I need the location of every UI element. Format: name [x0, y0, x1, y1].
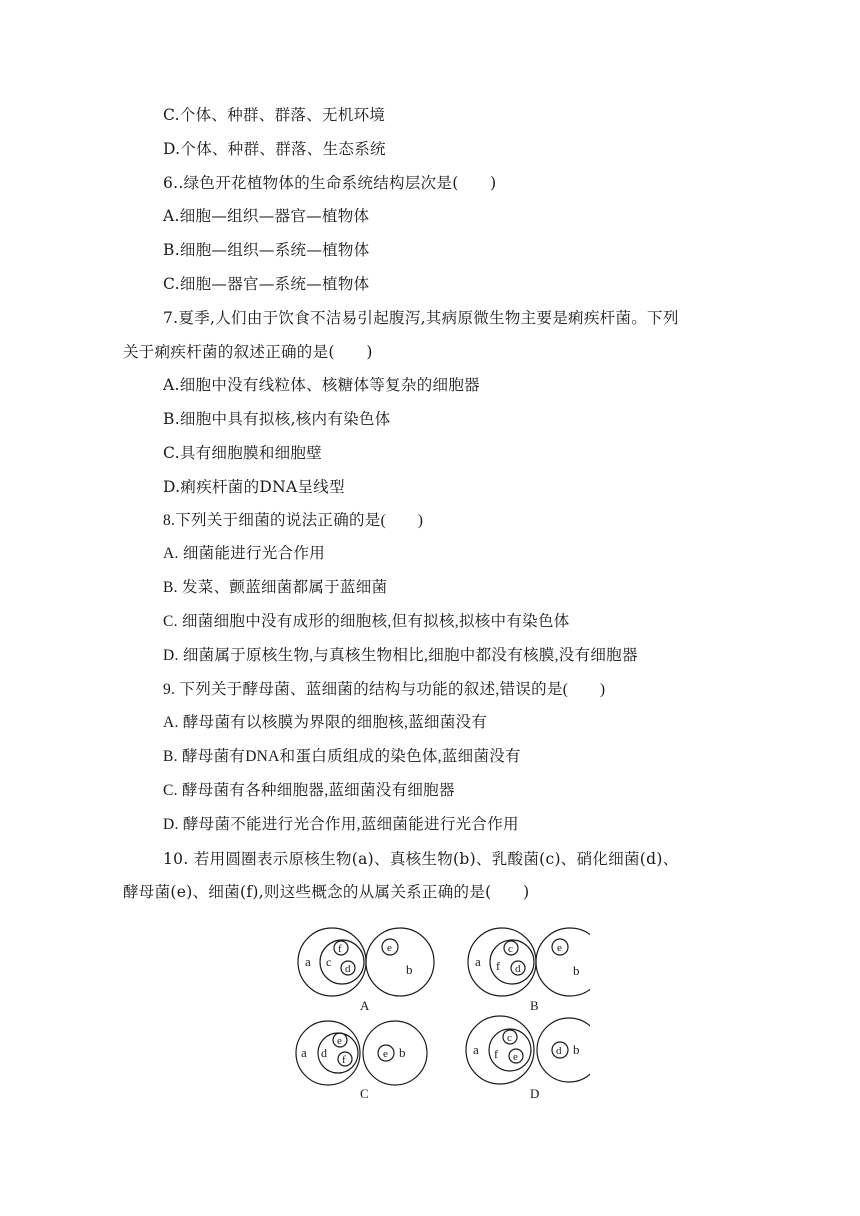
- label-outer: a: [305, 954, 311, 969]
- option-6a: A.细胞—组织—器官—植物体: [163, 207, 370, 225]
- panel-caption: B: [530, 998, 539, 1013]
- option-9c: C. 酵母菌有各种细胞器,蓝细菌没有细胞器: [163, 782, 455, 799]
- question-8-stem: 8.下列关于细菌的说法正确的是( ): [163, 512, 424, 529]
- option-5d: D.个体、种群、群落、生态系统: [163, 140, 386, 158]
- option-7a: A.细胞中没有线粒体、核糖体等复杂的细胞器: [163, 376, 480, 394]
- option-6b: B.细胞—组织—系统—植物体: [163, 241, 370, 259]
- circle-b: [536, 928, 590, 996]
- label-inner: f: [494, 1047, 498, 1061]
- option-8c: C. 细菌细胞中没有成形的细胞核,但有拟核,拟核中有染色体: [163, 613, 570, 630]
- panel-caption: C: [360, 1086, 369, 1101]
- label-small-top: c: [508, 943, 513, 955]
- label-small-bottom: d: [515, 963, 521, 975]
- question-10-stem-line1: 10. 若用圆圈表示原核生物(a)、真核生物(b)、乳酸菌(c)、硝化细菌(d)、: [163, 850, 679, 868]
- venn-panel-b: [468, 928, 590, 1013]
- label-small-bottom: f: [342, 1054, 346, 1066]
- venn-panel-a: [298, 928, 434, 1013]
- label-right: b: [399, 1045, 406, 1060]
- option-8b: B. 发菜、颤蓝细菌都属于蓝细菌: [163, 579, 388, 596]
- label-inner: c: [326, 955, 332, 969]
- option-9b: B. 酵母菌有DNA和蛋白质组成的染色体,蓝细菌没有: [163, 748, 521, 765]
- option-9a: A. 酵母菌有以核膜为界限的细胞核,蓝细菌没有: [163, 714, 488, 731]
- label-right: b: [573, 1042, 580, 1057]
- label-small-top: f: [338, 943, 342, 955]
- label-inner: f: [496, 959, 500, 973]
- circle-b: [363, 1021, 427, 1085]
- option-7b: B.细胞中具有拟核,核内有染色体: [163, 410, 391, 428]
- label-small-top: c: [507, 1032, 512, 1044]
- option-8a: A. 细菌能进行光合作用: [163, 545, 326, 562]
- label-small-right: e: [383, 1048, 388, 1060]
- question-7-stem-line2: 关于痢疾杆菌的叙述正确的是( ): [123, 343, 373, 361]
- label-small-right: d: [556, 1045, 562, 1057]
- question-10-stem-line2: 酵母菌(e)、细菌(f),则这些概念的从属关系正确的是( ): [123, 883, 530, 901]
- label-small-top: e: [337, 1035, 342, 1047]
- label-small-right: e: [387, 942, 392, 954]
- label-small-bottom: e: [513, 1051, 518, 1063]
- label-small-bottom: d: [345, 963, 351, 975]
- option-9d: D. 酵母菌不能进行光合作用,蓝细菌能进行光合作用: [163, 816, 519, 833]
- label-right: b: [406, 962, 413, 977]
- option-6c: C.细胞—器官—系统—植物体: [163, 275, 370, 293]
- venn-panel-c: [296, 1021, 427, 1101]
- label-outer: a: [473, 1042, 479, 1057]
- label-outer: a: [301, 1045, 307, 1060]
- question-9-stem: 9. 下列关于酵母菌、蓝细菌的结构与功能的叙述,错误的是( ): [163, 681, 606, 698]
- circle-b: [537, 1018, 590, 1082]
- label-small-right: e: [557, 942, 562, 954]
- label-right: b: [573, 963, 580, 978]
- option-8d: D. 细菌属于原核生物,与真核生物相比,细胞中都没有核膜,没有细胞器: [163, 647, 638, 664]
- venn-panel-d: [466, 1016, 590, 1101]
- circle-b: [366, 928, 434, 996]
- venn-diagram-figure: [290, 920, 590, 1110]
- option-5c: C.个体、种群、群落、无机环境: [163, 106, 386, 124]
- panel-caption: A: [360, 998, 370, 1013]
- option-7c: C.具有细胞膜和细胞壁: [163, 444, 323, 462]
- panel-caption: D: [530, 1086, 540, 1101]
- question-6-stem: 6..绿色开花植物体的生命系统结构层次是( ): [163, 174, 497, 192]
- label-inner: d: [321, 1046, 327, 1060]
- label-outer: a: [475, 954, 481, 969]
- option-7d: D.痢疾杆菌的DNA呈线型: [163, 478, 345, 496]
- question-7-stem-line1: 7.夏季,人们由于饮食不洁易引起腹泻,其病原微生物主要是痢疾杆菌。下列: [163, 309, 679, 327]
